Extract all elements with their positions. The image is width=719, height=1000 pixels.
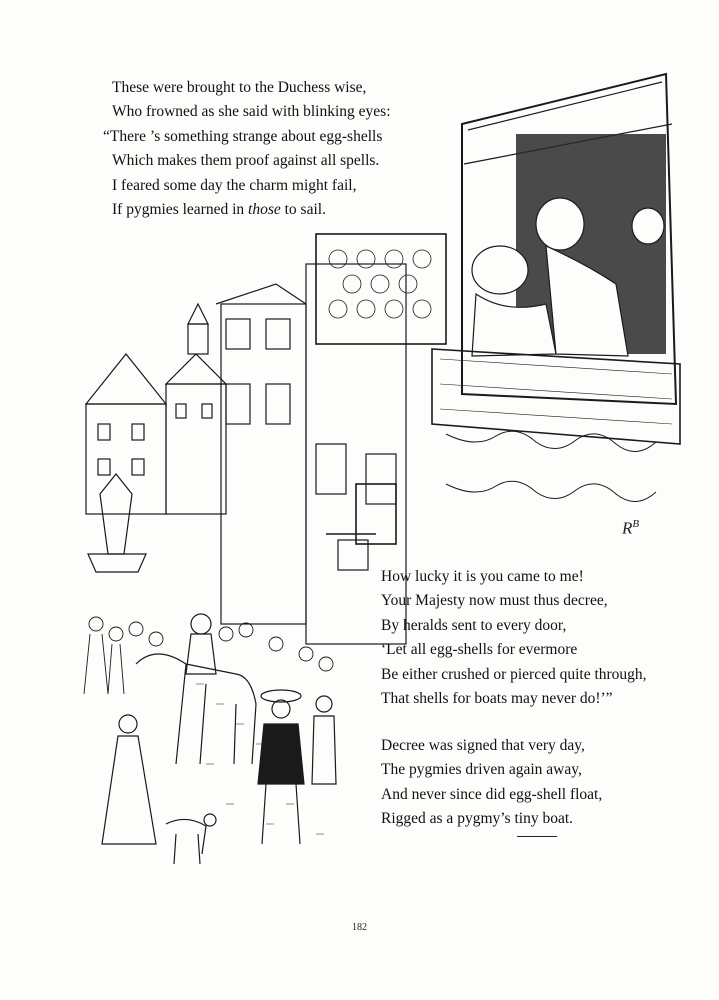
verse-line: These were brought to the Duchess wise, bbox=[112, 79, 367, 96]
verse-line: ‘Let all egg-shells for evermore bbox=[381, 641, 578, 659]
verse-line: Who frowned as she said with blinking eyes: bbox=[112, 103, 391, 121]
verse-line: That shells for boats may never do!’” bbox=[381, 689, 613, 707]
stanza-middle bbox=[381, 565, 647, 711]
verse-line: Your Majesty now must thus decree, bbox=[381, 592, 608, 610]
verse-line: I feared some day the charm might fail, bbox=[112, 176, 357, 194]
end-rule bbox=[517, 836, 557, 837]
verse-line: Decree was signed that very day, bbox=[381, 737, 585, 754]
verse-line: If pygmies learned in those to sail. bbox=[112, 200, 326, 218]
illustrator-monogram: $R^B$ bbox=[622, 518, 640, 538]
page-number: 182 bbox=[352, 922, 367, 933]
verse-line: And never since did egg-shell float, bbox=[381, 785, 603, 803]
stanza-top bbox=[103, 76, 391, 222]
verse-line: Which makes them proof against all spells. bbox=[112, 152, 380, 170]
verse-line: Rigged as a pygmy’s tiny boat. bbox=[381, 810, 574, 828]
verse-line: Be either crushed or pierced quite through, bbox=[381, 665, 647, 683]
verse-line: How lucky it is you came to me! bbox=[381, 568, 584, 585]
verse-line: “There ’s something strange about egg-shells bbox=[103, 127, 383, 145]
stanza-bottom bbox=[381, 734, 602, 832]
italic-word: those bbox=[248, 200, 281, 218]
verse-line: The pygmies driven again away, bbox=[381, 761, 582, 779]
verse-line: By heralds sent to every door, bbox=[381, 616, 567, 634]
